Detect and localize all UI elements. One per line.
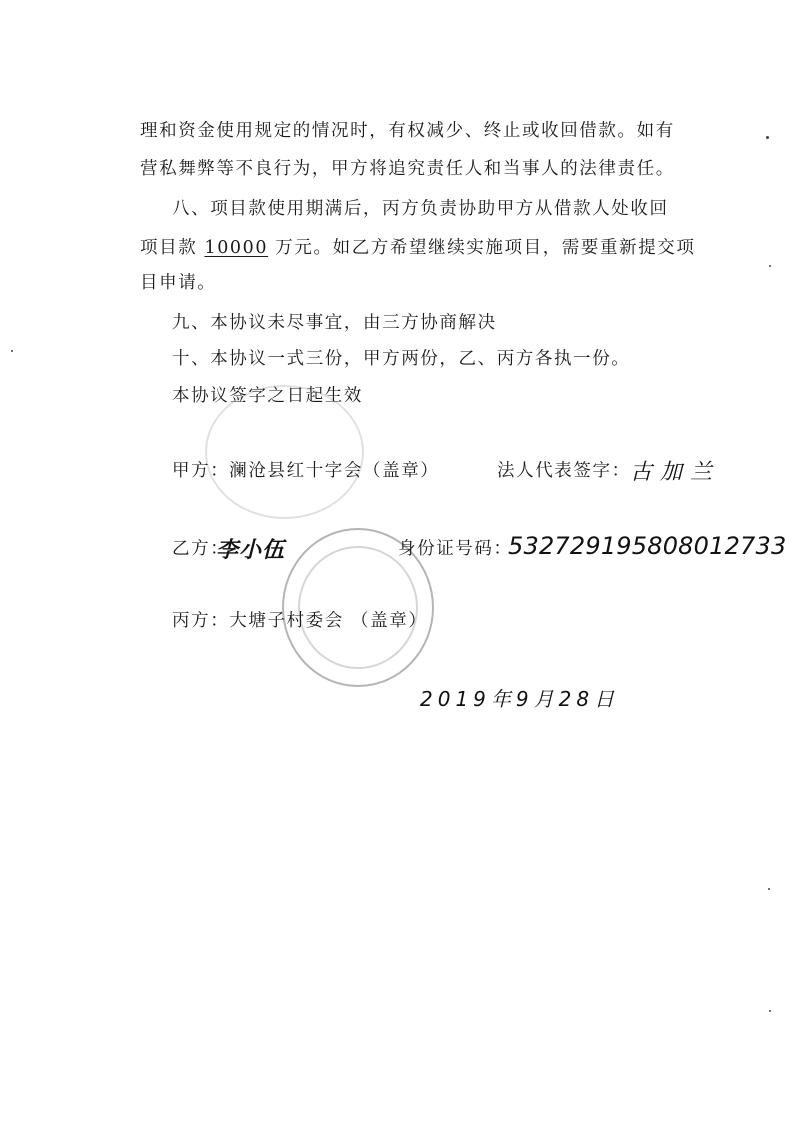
- paragraph-8-line-1: 八、项目款使用期满后，丙方负责协助甲方从借款人处收回: [172, 199, 669, 219]
- paragraph-8-line-2: [140, 237, 696, 259]
- legal-rep-label: 法人代表签字：: [497, 461, 631, 481]
- scan-speck: [769, 1010, 771, 1012]
- scan-speck: [766, 136, 769, 139]
- party-b-signature: 李小伍: [216, 538, 286, 563]
- paragraph-8-text-after: 万元。如乙方希望继续实施项目，需要重新提交项: [268, 238, 696, 258]
- legal-rep-signature: 古加兰: [630, 460, 721, 485]
- village-committee-stamp-inner: [298, 546, 418, 669]
- loan-amount: 10000: [204, 238, 269, 258]
- paragraph-7-line-1: 理和资金使用规定的情况时，有权减少、终止或收回借款。如有: [140, 121, 675, 141]
- scan-speck: [11, 350, 13, 352]
- party-b-label: 乙方：: [172, 539, 230, 559]
- paragraph-10: 十、本协议一式三份，甲方两份，乙、丙方各执一份。: [172, 349, 631, 369]
- party-a-label: 甲方：澜沧县红十字会（盖章）: [172, 461, 440, 481]
- id-number: 532729195808012733: [508, 532, 787, 560]
- paragraph-8-line-3: 目申请。: [140, 273, 217, 293]
- scan-speck: [768, 888, 770, 890]
- paragraph-8-text-before: 项目款: [140, 238, 205, 258]
- paragraph-7-line-2: 营私舞弊等不良行为，甲方将追究责任人和当事人的法律责任。: [140, 159, 675, 179]
- paragraph-9: 九、本协议未尽事宜，由三方协商解决: [172, 313, 497, 333]
- id-number-label: 身份证号码：: [398, 539, 513, 559]
- signing-date: 2019年9月28日: [420, 687, 620, 711]
- party-c-label: 丙方：大塘子村委会 （盖章）: [172, 611, 428, 631]
- effective-clause: 本协议签字之日起生效: [172, 386, 363, 406]
- scan-speck: [769, 265, 771, 267]
